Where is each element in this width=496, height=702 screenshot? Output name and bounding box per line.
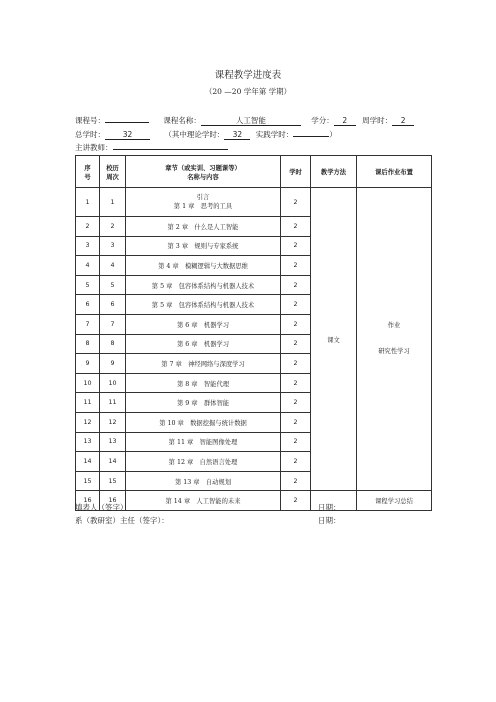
row-hours: 2 bbox=[281, 412, 311, 432]
row-hours: 2 bbox=[281, 354, 311, 374]
row-hours: 2 bbox=[281, 275, 311, 295]
director-date-label: 日期： bbox=[318, 516, 341, 525]
row-week: 12 bbox=[100, 412, 126, 432]
row-seq: 13 bbox=[76, 432, 100, 452]
row-chapter bbox=[126, 188, 281, 217]
table-row bbox=[76, 188, 432, 217]
header-method: 教学方法 bbox=[311, 156, 357, 188]
theory-hours-label: （其中理论学时： bbox=[164, 130, 225, 139]
row-hours: 2 bbox=[281, 236, 311, 256]
row-seq: 11 bbox=[76, 393, 100, 413]
course-info-line-2 bbox=[75, 127, 337, 140]
filler-signature-label: 填表人（签字）： bbox=[75, 503, 132, 512]
credit-field: 2 bbox=[334, 116, 356, 126]
schedule-table bbox=[75, 155, 432, 511]
row-hours: 2 bbox=[281, 373, 311, 393]
row-chapter: 第 4 章 模糊逻辑与大数据思维 bbox=[126, 256, 281, 276]
row-week: 11 bbox=[100, 393, 126, 413]
row-chapter-title: 第 1 章 思考的工具 bbox=[173, 203, 233, 210]
course-no-label: 课程号： bbox=[75, 116, 105, 125]
row-hours: 2 bbox=[281, 256, 311, 276]
homework-item-assignment: 作业 bbox=[387, 322, 401, 330]
teacher-line bbox=[75, 140, 228, 153]
row-seq: 9 bbox=[76, 354, 100, 374]
practice-hours-close: ） bbox=[329, 130, 337, 139]
academic-term-line: （20 —20 学年第 学期） bbox=[204, 87, 292, 96]
header-homework: 课后作业布置 bbox=[357, 156, 432, 188]
row-hours: 2 bbox=[281, 432, 311, 452]
row-chapter: 第 10 章 数据挖掘与统计数据 bbox=[126, 412, 281, 432]
row-week: 13 bbox=[100, 432, 126, 452]
credit-label: 学分： bbox=[311, 116, 334, 125]
row-chapter: 第 8 章 智能代理 bbox=[126, 373, 281, 393]
row-week: 16 bbox=[100, 491, 126, 511]
row-seq: 8 bbox=[76, 334, 100, 354]
row-week: 14 bbox=[100, 452, 126, 472]
row-chapter: 第 5 章 包容体系结构与机器人技术 bbox=[126, 295, 281, 315]
homework-last-cell: 课程学习总结 bbox=[357, 491, 432, 511]
homework-cell bbox=[357, 188, 432, 491]
row-seq: 3 bbox=[76, 236, 100, 256]
row-chapter: 第 5 章 包容体系结构与机器人技术 bbox=[126, 275, 281, 295]
row-chapter: 第 12 章 自然语言处理 bbox=[126, 452, 281, 472]
homework-item-research: 研究性学习 bbox=[378, 348, 410, 356]
teacher-label: 主讲教师： bbox=[75, 143, 113, 152]
row-seq: 7 bbox=[76, 314, 100, 334]
row-week: 10 bbox=[100, 373, 126, 393]
row-chapter: 第 13 章 自动规划 bbox=[126, 471, 281, 491]
row-chapter: 第 2 章 什么是人工智能 bbox=[126, 217, 281, 237]
page-title: 课程教学进度表 bbox=[214, 70, 282, 81]
row-chapter: 第 3 章 规则与专家系统 bbox=[126, 236, 281, 256]
row-hours: 2 bbox=[281, 188, 311, 217]
row-seq: 10 bbox=[76, 373, 100, 393]
row-week: 2 bbox=[100, 217, 126, 237]
row-seq: 2 bbox=[76, 217, 100, 237]
practice-hours-label: 实践学时： bbox=[255, 130, 294, 139]
row-seq: 4 bbox=[76, 256, 100, 276]
row-week: 4 bbox=[100, 256, 126, 276]
total-hours-label: 总学时： bbox=[75, 130, 105, 139]
teaching-method-cell: 课文 bbox=[311, 188, 357, 491]
header-week: 校历 周次 bbox=[100, 156, 126, 188]
row-seq: 6 bbox=[76, 295, 100, 315]
practice-hours-field bbox=[293, 127, 329, 137]
row-chapter: 第 7 章 神经网络与深度学习 bbox=[126, 354, 281, 374]
table-header-row bbox=[76, 156, 432, 188]
row-seq: 12 bbox=[76, 412, 100, 432]
weekly-hours-label: 周学时： bbox=[362, 116, 393, 125]
header-chapter: 章节（或实训、习题课等） 名称与内容 bbox=[126, 156, 281, 188]
course-name-field: 人工智能 bbox=[201, 116, 301, 126]
row-seq: 15 bbox=[76, 471, 100, 491]
row-week: 3 bbox=[100, 236, 126, 256]
row-week: 5 bbox=[100, 275, 126, 295]
weekly-hours-field: 2 bbox=[392, 116, 414, 126]
header-hours: 学时 bbox=[281, 156, 311, 188]
row-week: 8 bbox=[100, 334, 126, 354]
course-no-field bbox=[105, 113, 149, 123]
row-seq: 16 bbox=[76, 491, 100, 511]
row-hours: 2 bbox=[281, 314, 311, 334]
row-hours: 2 bbox=[281, 295, 311, 315]
row-seq: 14 bbox=[76, 452, 100, 472]
row-chapter: 第 11 章 智能图像处理 bbox=[126, 432, 281, 452]
row-seq: 5 bbox=[76, 275, 100, 295]
row-chapter-intro: 引言 bbox=[196, 194, 210, 201]
total-hours-field: 32 bbox=[105, 130, 150, 140]
row-hours: 2 bbox=[281, 217, 311, 237]
row-seq: 1 bbox=[76, 188, 100, 217]
row-hours: 2 bbox=[281, 471, 311, 491]
row-week: 1 bbox=[100, 188, 126, 217]
row-hours: 2 bbox=[281, 334, 311, 354]
row-hours: 2 bbox=[281, 393, 311, 413]
row-chapter: 第 6 章 机器学习 bbox=[126, 334, 281, 354]
teacher-field bbox=[113, 140, 228, 150]
header-seq: 序 号 bbox=[76, 156, 100, 188]
row-week: 6 bbox=[100, 295, 126, 315]
director-signature-label: 系（教研室）主任（签字）： bbox=[75, 516, 169, 525]
course-name-label: 课程名称： bbox=[163, 116, 201, 125]
row-week: 7 bbox=[100, 314, 126, 334]
row-week: 15 bbox=[100, 471, 126, 491]
theory-hours-field: 32 bbox=[224, 130, 250, 140]
row-chapter: 第 14 章 人工智能的未来 bbox=[126, 491, 281, 511]
row-chapter: 第 6 章 机器学习 bbox=[126, 314, 281, 334]
row-hours: 2 bbox=[281, 452, 311, 472]
row-hours: 2 bbox=[281, 491, 311, 511]
course-info-line-1 bbox=[75, 113, 414, 126]
row-week: 9 bbox=[100, 354, 126, 374]
row-chapter: 第 9 章 群体智能 bbox=[126, 393, 281, 413]
filler-date-label: 日期： bbox=[318, 503, 341, 512]
